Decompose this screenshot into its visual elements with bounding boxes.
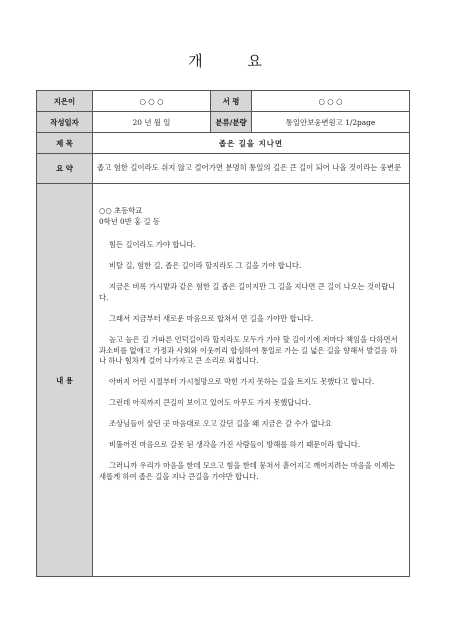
author-value: ○ ○ ○ — [93, 91, 211, 112]
speech-title: 좁은 길을 지나면 — [93, 133, 410, 154]
document-title: 개 요 — [188, 52, 282, 70]
category-label: 분류/분량 — [211, 112, 252, 133]
paragraph: 비뚤어진 마음으로 갈못 된 생각을 가진 사람들이 방해를 하기 때문이라 합니다. — [109, 440, 361, 450]
paragraph: 아버지 어린 시절부터 가시철망으로 막힌 가지 못하는 길을 트지도 못했다고 합니다. — [109, 377, 375, 387]
paragraph: 힘든 길이라도 가야 합니다. — [109, 239, 196, 249]
content-body — [93, 184, 410, 577]
paragraph: 조상님들이 살던 곳 마음대로 오고 갔던 길을 왜 지금은 갈 수가 없나요 — [109, 419, 332, 429]
review-label: 서 평 — [211, 91, 252, 112]
date-label: 작성일자 — [37, 112, 93, 133]
paragraph: 그런데 아직까지 큰길이 보이고 있어도 아무도 가지 못했답니다. — [109, 398, 311, 408]
title-label: 제 목 — [37, 133, 93, 154]
paragraph: 그러니까 우리가 마음을 한데 모으고 힘을 한데 뭉쳐서 흩어지고 깨어지려는 마음을 이제는 새롭게 하여 좁은 길을 지나 큰길을 가야만 합니다. — [99, 461, 396, 482]
summary-label: 요 약 — [37, 154, 93, 184]
paragraph: 높고 높은 길 가파른 언덕길이라 할지라도 모두가 가야 할 길이기에 저마다 책임을 다하면서 과소비를 없애고 가정과 사회와 이웃끼리 합심하여 통일로 가는 길 넓은 길을 향해서 발걸음 하나 하나 힘차게 걸어 나가자고 큰 소리로 외칩니다. — [99, 334, 398, 366]
category-value: 통일안보웅변원고 1/2page — [252, 112, 410, 133]
summary-value: 좁고 험한 길이라도 쉬지 않고 걸어가면 분명히 통일의 길은 큰 길이 되어 나올 것이라는 웅변문 — [93, 154, 410, 184]
paragraph: 그래서 지금부터 새로운 마음으로 합쳐서 먼 길을 가야만 합니다. — [109, 313, 314, 323]
paragraph: 지금은 비록 가시밭과 같은 험한 길 좁은 길이지만 그 길을 지나면 큰 길이 나오는 것이랍니다. — [99, 281, 396, 302]
review-value: ○ ○ ○ — [252, 91, 410, 112]
paragraph: 비탈 길, 험한 길, 좁은 길이라 할지라도 그 길을 가야 합니다. — [109, 260, 302, 270]
author-label: 지은이 — [37, 91, 93, 112]
overview-form — [36, 90, 410, 577]
date-value: 20 년 월 일 — [93, 112, 211, 133]
school-line: ○○ 초등학교 — [99, 206, 143, 215]
student-line: 0학년 0반 홍 길 동 — [99, 216, 160, 226]
content-label: 내 용 — [37, 184, 93, 577]
